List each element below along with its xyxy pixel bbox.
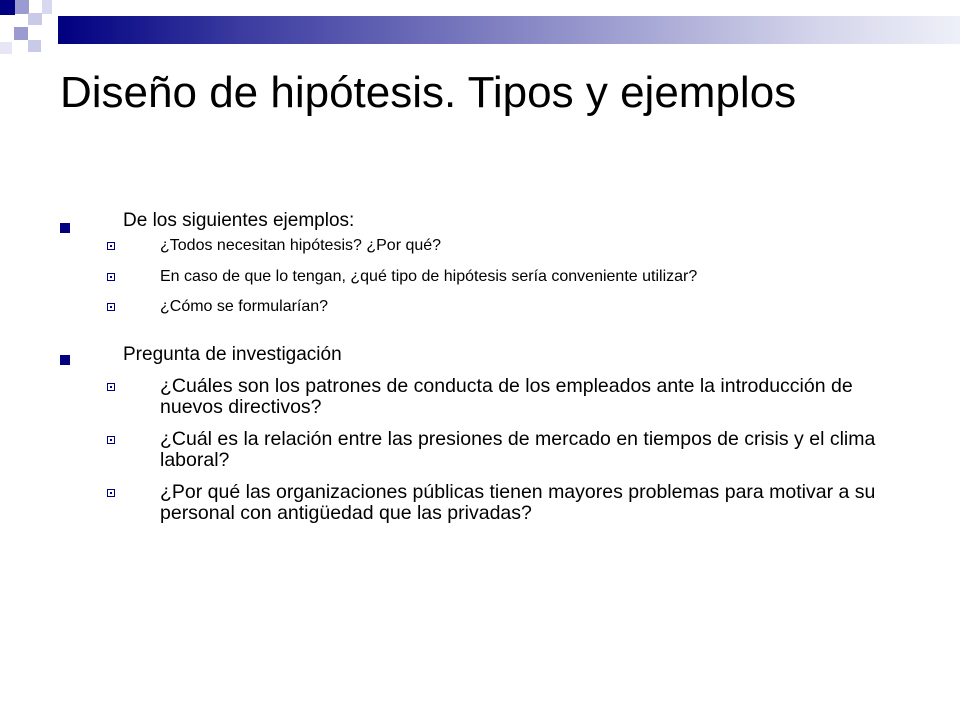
hollow-square-bullet-icon [107,242,115,250]
hollow-square-bullet-icon [107,273,115,281]
hollow-square-bullet-icon [107,489,115,497]
square-bullet-icon [60,223,70,233]
square-bullet-icon [60,355,70,365]
list-item: ¿Cuáles son los patrones de conducta de los empleados ante la introducción de nuevos directivos? [160,375,853,418]
hollow-square-bullet-icon [107,436,115,444]
hollow-square-bullet-icon [107,383,115,391]
list-item: ¿Por qué las organizaciones públicas tienen mayores problemas para motivar a su personal con antigüedad que las privadas? [160,481,876,524]
list-item: ¿Todos necesitan hipótesis? ¿Por qué? [160,237,442,254]
list-item: ¿Cuál es la relación entre las presiones de mercado en tiempos de crisis y el clima laboral? [160,428,876,471]
list-item: En caso de que lo tengan, ¿qué tipo de hipótesis sería conveniente utilizar? [160,268,698,285]
list-item: ¿Cómo se formularían? [160,298,329,315]
section-label: De los siguientes ejemplos: [123,210,355,231]
slide-title: Diseño de hipótesis. Tipos y ejemplos [60,68,797,117]
section-label: Pregunta de investigación [123,344,342,365]
hollow-square-bullet-icon [107,303,115,311]
